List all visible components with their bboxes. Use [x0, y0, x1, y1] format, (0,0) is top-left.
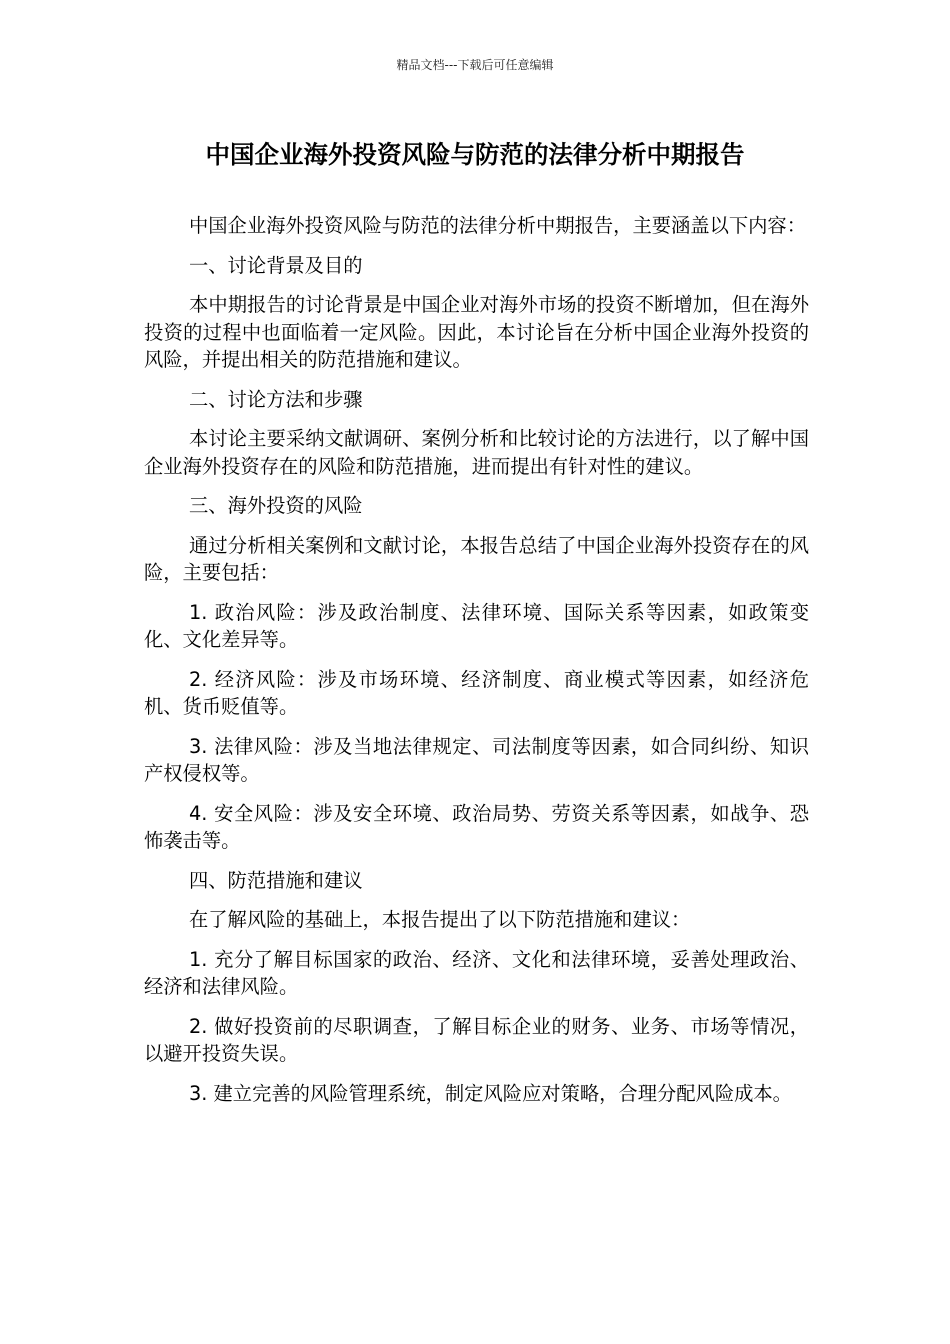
section-heading-background: 一、讨论背景及目的 — [189, 253, 363, 277]
section-heading-measures: 四、防范措施和建议 — [189, 868, 363, 892]
measure-item-risk-management: 3. 建立完善的风险管理系统，制定风险应对策略，合理分配风险成本。 — [189, 1081, 792, 1105]
background-paragraph: 本中期报告的讨论背景是中国企业对海外市场的投资不断增加，但在海外投资的过程中也面临着一定风险。因此，本讨论旨在分析中国企业海外投资的风险，并提出相关的防范措施和建议。 — [144, 293, 809, 371]
document-title: 中国企业海外投资风险与防范的法律分析中期报告 — [205, 140, 745, 169]
risk-item-political: 1. 政治风险：涉及政治制度、法律环境、国际关系等因素，如政策变化、文化差异等。 — [144, 600, 809, 651]
section-heading-risks: 三、海外投资的风险 — [189, 494, 363, 517]
measure-item-environment: 1. 充分了解目标国家的政治、经济、文化和法律环境，妥善处理政治、经济和法律风险。 — [144, 947, 809, 998]
document-body — [144, 212, 809, 1119]
measures-intro-paragraph: 在了解风险的基础上，本报告提出了以下防范措施和建议： — [189, 908, 691, 931]
risk-item-legal: 3. 法律风险：涉及当地法律规定、司法制度等因素，如合同纠纷、知识产权侵权等。 — [144, 734, 809, 785]
section-heading-method: 二、讨论方法和步骤 — [189, 387, 363, 411]
risk-item-economic: 2. 经济风险：涉及市场环境、经济制度、商业模式等因素，如经济危机、货币贬值等。 — [144, 667, 809, 718]
intro-paragraph: 中国企业海外投资风险与防范的法律分析中期报告，主要涵盖以下内容： — [189, 214, 806, 237]
risk-item-security: 4. 安全风险：涉及安全环境、政治局势、劳资关系等因素，如战争、恐怖袭击等。 — [144, 801, 809, 852]
measure-item-due-diligence: 2. 做好投资前的尽职调查，了解目标企业的财务、业务、市场等情况，以避开投资失误。 — [144, 1014, 809, 1065]
risks-intro-paragraph: 通过分析相关案例和文献讨论，本报告总结了中国企业海外投资存在的风险，主要包括： — [144, 533, 809, 584]
method-paragraph: 本讨论主要采纳文献调研、案例分析和比较讨论的方法进行，以了解中国企业海外投资存在的风险和防范措施，进而提出有针对性的建议。 — [144, 427, 809, 478]
page-header: 精品文档---下载后可任意编辑 — [396, 58, 554, 72]
